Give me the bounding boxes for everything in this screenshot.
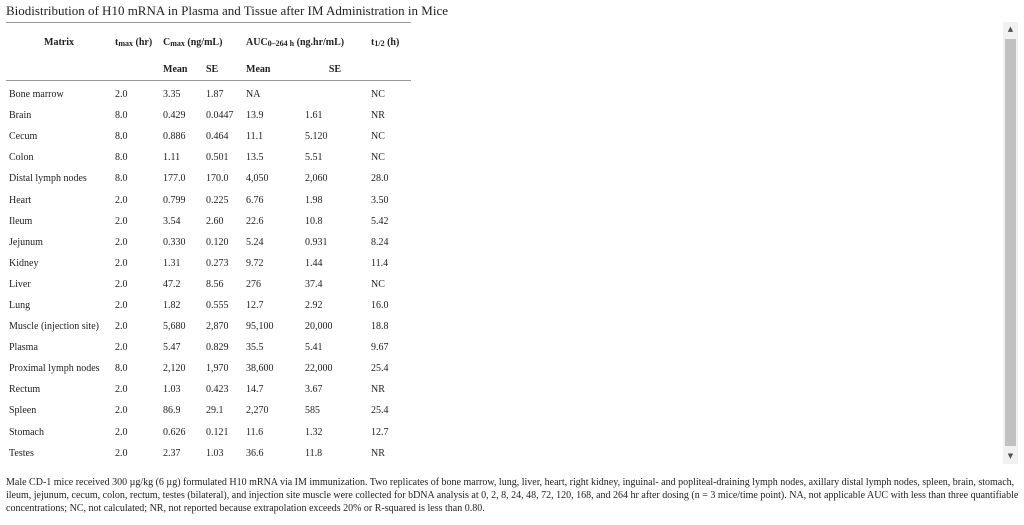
table-row: [6, 81, 411, 106]
table-row: [6, 358, 411, 379]
cell-cmax-se: 0.423: [206, 384, 229, 396]
cell-auc-se: 1.44: [305, 257, 323, 269]
cell-auc-se: 3.67: [305, 384, 323, 396]
cell-auc-se: 10.8: [305, 215, 323, 227]
header-tmax-main: t: [115, 37, 119, 48]
table-row: [6, 211, 411, 232]
header-auc-main: AUC: [246, 37, 268, 48]
cell-cmax-se: 0.0447: [206, 110, 234, 122]
cell-auc-mean: NA: [246, 89, 261, 101]
cell-auc-mean: 95,100: [246, 321, 274, 333]
cell-auc-se: 11.8: [305, 447, 323, 459]
cell-auc-se: 20,000: [305, 321, 333, 333]
cell-tmax: 8.0: [115, 110, 128, 122]
cell-auc-mean: 22.6: [246, 215, 264, 227]
cell-thalf: 3.50: [371, 194, 389, 206]
cell-cmax-mean: 0.330: [163, 236, 186, 248]
cell-cmax-mean: 177.0: [163, 173, 186, 185]
cell-auc-se: 22,000: [305, 363, 333, 375]
table-scroll-area[interactable]: [6, 22, 1002, 464]
cell-auc-se: 37.4: [305, 278, 323, 290]
cell-cmax-se: 170.0: [206, 173, 229, 185]
cell-auc-mean: 11.6: [246, 426, 264, 438]
cell-thalf: 18.8: [371, 321, 389, 333]
header-row: [6, 23, 411, 59]
cell-tmax: 2.0: [115, 194, 128, 206]
cell-auc-mean: 13.9: [246, 110, 264, 122]
subheader-auc-se: SE: [302, 58, 368, 81]
table-row: [6, 379, 411, 400]
biodistribution-table: [6, 22, 411, 464]
cell-cmax-mean: 5.47: [163, 342, 181, 354]
cell-cmax-mean: 0.626: [163, 426, 186, 438]
cell-auc-mean: 38,600: [246, 363, 274, 375]
cell-cmax-se: 0.464: [206, 131, 229, 143]
scroll-up-arrow-icon[interactable]: ▲: [1007, 25, 1014, 33]
cell-matrix: Cecum: [9, 131, 38, 143]
table-row: [6, 147, 411, 168]
cell-cmax-mean: 86.9: [163, 405, 181, 417]
cell-tmax: 2.0: [115, 342, 128, 354]
cell-cmax-mean: 1.31: [163, 257, 181, 269]
cell-auc-se: 5.120: [305, 131, 328, 143]
header-tmax-unit: (hr): [133, 37, 153, 48]
cell-auc-mean: 5.24: [246, 236, 264, 248]
table-row: [6, 274, 411, 295]
cell-thalf: NC: [371, 131, 385, 143]
cell-tmax: 2.0: [115, 321, 128, 333]
cell-cmax-se: 0.555: [206, 299, 229, 311]
cell-auc-mean: 276: [246, 278, 261, 290]
cell-thalf: 25.4: [371, 405, 389, 417]
cell-tmax: 2.0: [115, 257, 128, 269]
cell-tmax: 2.0: [115, 236, 128, 248]
cell-cmax-mean: 5,680: [163, 321, 186, 333]
cell-cmax-se: 0.121: [206, 426, 229, 438]
scroll-down-arrow-icon[interactable]: ▼: [1007, 452, 1014, 460]
cell-auc-mean: 4,050: [246, 173, 269, 185]
cell-tmax: 2.0: [115, 426, 128, 438]
cell-thalf: NC: [371, 89, 385, 101]
table-row: [6, 253, 411, 274]
cell-tmax: 2.0: [115, 384, 128, 396]
header-auc-sub: 0–264 h: [267, 39, 295, 48]
table-row: [6, 189, 411, 210]
cell-cmax-se: 29.1: [206, 405, 224, 417]
subheader-cmax-mean: Mean: [160, 58, 203, 81]
subheader-cmax-se: SE: [203, 58, 243, 81]
cell-matrix: Spleen: [9, 405, 37, 417]
cell-auc-se: 5.51: [305, 152, 323, 164]
cell-auc-se: 1.98: [305, 194, 323, 206]
cell-thalf: 8.24: [371, 236, 389, 248]
cell-auc-mean: 13.5: [246, 152, 264, 164]
cell-thalf: NC: [371, 152, 385, 164]
cell-tmax: 2.0: [115, 215, 128, 227]
cell-auc-se: 2,060: [305, 173, 328, 185]
cell-matrix: Jejunum: [9, 236, 43, 248]
cell-cmax-mean: 1.82: [163, 299, 181, 311]
cell-matrix: Rectum: [9, 384, 41, 396]
cell-tmax: 8.0: [115, 363, 128, 375]
cell-cmax-se: 0.273: [206, 257, 229, 269]
subheader-row: [6, 58, 411, 81]
cell-tmax: 2.0: [115, 447, 128, 459]
subheader-blank: [6, 58, 112, 81]
cell-cmax-se: 2,870: [206, 321, 229, 333]
cell-matrix: Kidney: [9, 257, 39, 269]
cell-tmax: 8.0: [115, 131, 128, 143]
table-row: [6, 126, 411, 147]
table-body: [6, 81, 411, 464]
cell-cmax-mean: 0.429: [163, 110, 186, 122]
cell-thalf: 9.67: [371, 342, 389, 354]
table-row: [6, 400, 411, 421]
cell-matrix: Muscle (injection site): [9, 321, 99, 333]
cell-thalf: 5.42: [371, 215, 389, 227]
cell-tmax: 2.0: [115, 89, 128, 101]
subheader-blank: [112, 58, 160, 81]
header-thalf-main: t: [371, 37, 375, 48]
cell-cmax-se: 0.120: [206, 236, 229, 248]
cell-auc-mean: 9.72: [246, 257, 264, 269]
cell-cmax-mean: 1.11: [163, 152, 181, 164]
header-thalf: [368, 23, 411, 59]
table-row: [6, 337, 411, 358]
cell-cmax-se: 0.501: [206, 152, 229, 164]
cell-cmax-se: 1.87: [206, 89, 224, 101]
cell-cmax-mean: 1.03: [163, 384, 181, 396]
cell-matrix: Liver: [9, 278, 31, 290]
cell-matrix: Brain: [9, 110, 32, 122]
scrollbar-thumb[interactable]: [1005, 39, 1016, 446]
cell-thalf: NR: [371, 447, 385, 459]
header-auc-unit: (ng.hr/mL): [294, 37, 345, 48]
vertical-scrollbar[interactable]: [1003, 22, 1018, 464]
cell-cmax-mean: 3.35: [163, 89, 181, 101]
cell-matrix: Ileum: [9, 215, 33, 227]
table-row: [6, 443, 411, 464]
cell-matrix: Bone marrow: [9, 89, 64, 101]
cell-auc-se: 0.931: [305, 236, 328, 248]
cell-cmax-se: 2.60: [206, 215, 224, 227]
cell-thalf: NR: [371, 384, 385, 396]
cell-cmax-se: 0.829: [206, 342, 229, 354]
cell-cmax-mean: 47.2: [163, 278, 181, 290]
cell-auc-mean: 14.7: [246, 384, 264, 396]
header-matrix: Matrix: [44, 37, 74, 48]
header-cmax-unit: (ng/mL): [184, 37, 223, 48]
cell-matrix: Lung: [9, 299, 31, 311]
cell-auc-mean: 12.7: [246, 299, 264, 311]
cell-matrix: Colon: [9, 152, 34, 164]
cell-cmax-mean: 3.54: [163, 215, 181, 227]
cell-cmax-mean: 2,120: [163, 363, 186, 375]
cell-tmax: 8.0: [115, 152, 128, 164]
subheader-auc-mean: Mean: [243, 58, 302, 81]
cell-auc-mean: 11.1: [246, 131, 264, 143]
cell-thalf: 11.4: [371, 257, 389, 269]
subheader-blank: [368, 58, 411, 81]
header-tmax-sub: max: [118, 39, 134, 48]
header-tmax: [112, 23, 160, 59]
cell-tmax: 2.0: [115, 278, 128, 290]
cell-thalf: 25.4: [371, 363, 389, 375]
cell-matrix: Proximal lymph nodes: [9, 363, 100, 375]
table-row: [6, 232, 411, 253]
table-row: [6, 316, 411, 337]
cell-tmax: 8.0: [115, 173, 128, 185]
cell-cmax-mean: 0.799: [163, 194, 186, 206]
cell-auc-se: 2.92: [305, 299, 323, 311]
cell-cmax-mean: 2.37: [163, 447, 181, 459]
cell-auc-se: 5.41: [305, 342, 323, 354]
cell-tmax: 2.0: [115, 299, 128, 311]
header-auc: [243, 23, 368, 59]
cell-thalf: NR: [371, 110, 385, 122]
table-row: [6, 422, 411, 443]
header-thalf-sub: 1/2: [374, 39, 385, 48]
cell-auc-se: 1.32: [305, 426, 323, 438]
cell-auc-mean: 35.5: [246, 342, 264, 354]
cell-cmax-se: 1,970: [206, 363, 229, 375]
cell-thalf: NC: [371, 278, 385, 290]
cell-cmax-mean: 0.886: [163, 131, 186, 143]
cell-matrix: Testes: [9, 447, 34, 459]
cell-tmax: 2.0: [115, 405, 128, 417]
cell-cmax-se: 1.03: [206, 447, 224, 459]
cell-auc-se: 1.61: [305, 110, 323, 122]
header-cmax-main: C: [163, 37, 171, 48]
table-footnote: Male CD-1 mice received 300 µg/kg (6 µg) formulated H10 mRNA via IM immunization. Two replicates of bone marrow, lung, liver, heart, right kidney, inguinal- and popliteal-draining lymph nodes, axillary distal lymph nodes, spleen, brain, stomach, ileum, jejunum, cecum, colon, rectum, testes (bilateral), and injection site muscle were collected for bDNA analysis at 0, 2, 8, 24, 48, 72, 120, 168, and 264 hr after dosing (n = 3 mice/time point). NA, not applicable AUC with less than three quantifiable concentrations; NC, not calculated; NR, not reported because extrapolation exceeds 20% or R-squared is less than 0.80.: [6, 477, 1019, 515]
header-cmax-sub: max: [170, 39, 185, 48]
table-title: Biodistribution of H10 mRNA in Plasma and Tissue after IM Administration in Mice: [6, 3, 448, 18]
header-thalf-unit: (h): [384, 37, 400, 48]
header-cmax: [160, 23, 243, 59]
cell-auc-mean: 36.6: [246, 447, 264, 459]
cell-thalf: 12.7: [371, 426, 389, 438]
cell-matrix: Distal lymph nodes: [9, 173, 87, 185]
cell-matrix: Heart: [9, 194, 32, 206]
cell-auc-mean: 6.76: [246, 194, 264, 206]
cell-matrix: Stomach: [9, 426, 44, 438]
cell-thalf: 16.0: [371, 299, 389, 311]
cell-cmax-se: 8.56: [206, 278, 224, 290]
cell-matrix: Plasma: [9, 342, 38, 354]
cell-auc-se: 585: [305, 405, 320, 417]
cell-thalf: 28.0: [371, 173, 389, 185]
cell-auc-se: [302, 81, 368, 106]
table-row: [6, 295, 411, 316]
cell-cmax-se: 0.225: [206, 194, 229, 206]
cell-auc-mean: 2,270: [246, 405, 269, 417]
table-row: [6, 105, 411, 126]
table-row: [6, 168, 411, 189]
